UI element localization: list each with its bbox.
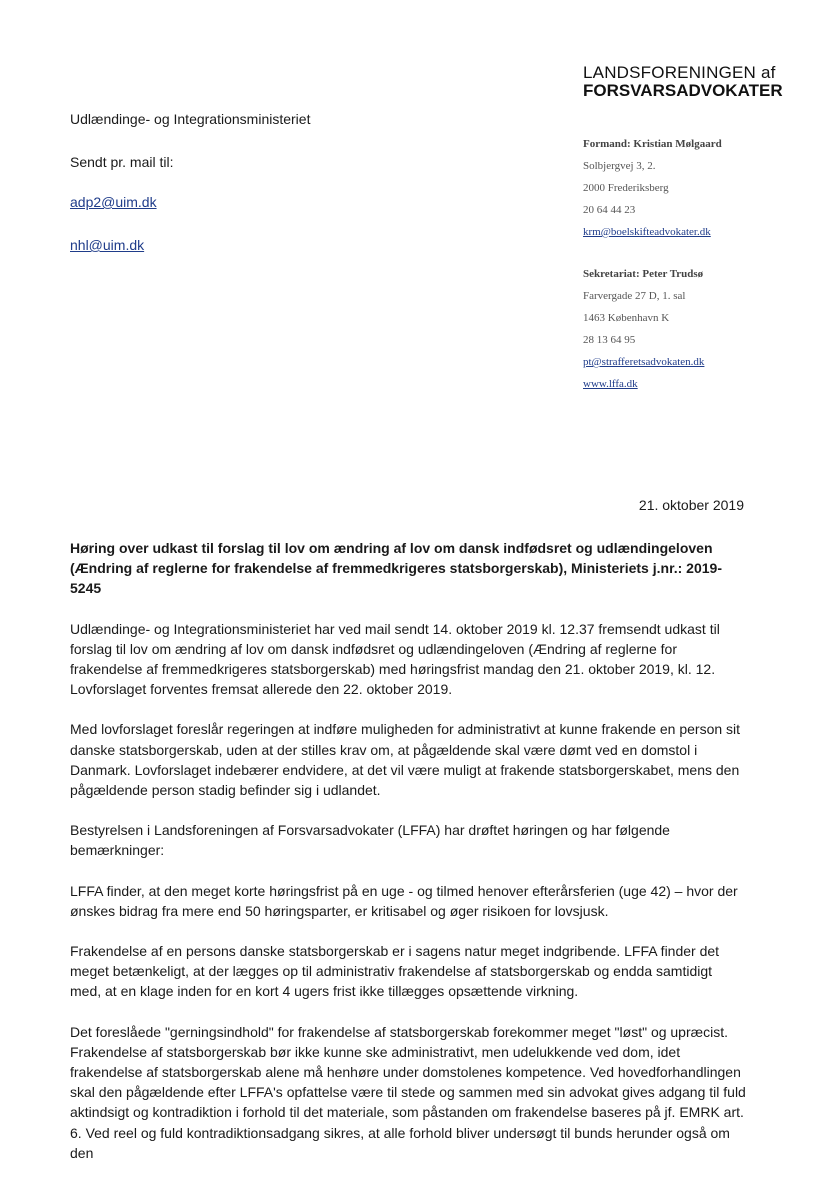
paragraph-1: Udlændinge- og Integrationsministeriet har ved mail sendt 14. oktober 2019 kl. 12.37 fremsendt udkast til forslag til lov om ændring af lov om dansk indfødsret og udlændingeloven (Ændring af reglerne for frakendelse af fremmedkrigeres statsborgerskab) med høringsfrist mandag den 21. oktober 2019, kl. 12. Lovforslaget forventes fremsat allerede den 22. oktober 2019. — [70, 620, 720, 698]
secretariat-street: Farvergade 27 D, 1. sal — [583, 290, 686, 302]
chair-email-link[interactable]: krm@boelskifteadvokater.dk — [583, 226, 711, 238]
logo-line-1: LANDSFORENINGEN af — [583, 63, 776, 82]
letter-body — [70, 538, 746, 1183]
chair-contact — [583, 133, 783, 243]
paragraph-6: Det foreslåede "gerningsindhold" for frakendelse af statsborgerskab forekommer meget "løst" og upræcist. Frakendelse af statsborgerskab bør ikke kunne ske administrativt, men udelukkende ved dom, idet frakendelse af statsborgerskab alene må henhøre under domstolenes kompetence. Ved hovedforhandlingen skal den pågældende efter LFFA's opfattelse være til stede og sammen med sin advokat gives adgang til fuld aktindsigt og kontradiktion i forhold til det materiale, som påstanden om frakendelse baseres på jf. EMRK art. 6. Ved reel og fuld kontradiktionsadgang sikres, at alle forhold bliver undersøgt til bunds herunder også om den — [70, 1023, 746, 1161]
sent-label: Sendt pr. mail til: — [70, 154, 174, 170]
secretariat-email-link[interactable]: pt@strafferetsadvokaten.dk — [583, 356, 705, 368]
logo-line-2: FORSVARSADVOKATER — [583, 81, 783, 100]
paragraph-4: LFFA finder, at den meget korte høringsfrist på en uge - og tilmed henover efterårsferien (uge 42) – hvor der ønskes bidrag fra mere end 50 høringsparter, er kritisabel og øger risikoen for lovsjusk. — [70, 882, 738, 919]
letter-title: Høring over udkast til forslag til lov om ændring af lov om dansk indfødsret og udlændingeloven (Ændring af reglerne for frakendelse af fremmedkrigeres statsborgerskab), Ministeriets j.nr.: 2019-5245 — [70, 540, 722, 597]
secretariat-heading: Sekretariat: Peter Trudsø — [583, 268, 704, 280]
recipient-ministry: Udlændinge- og Integrationsministeriet — [70, 111, 311, 127]
website-link[interactable]: www.lffa.dk — [583, 378, 638, 390]
paragraph-2: Med lovforslaget foreslår regeringen at indføre muligheden for administrativt at kunne frakende en person sit danske statsborgerskab, uden at der stilles krav om, at pågældende skal være dømt ved en domstol i Danmark. Lovforslaget indebærer endvidere, at det vil være muligt at frakende statsborgerskabet, mens den pågældende person stadig befinder sig i udlandet. — [70, 721, 741, 799]
chair-heading: Formand: Kristian Mølgaard — [583, 138, 722, 150]
secretariat-city: 1463 København K — [583, 312, 670, 324]
paragraph-5: Frakendelse af en persons danske statsborgerskab er i sagens natur meget indgribende. LFFA finder det meget betænkeligt, at der lægges op til administrativ frakendelse af statsborgerskab og endda samtidigt med, at en klage inden for en kort 4 ugers frist ikke tillægges opsættende virkning. — [70, 943, 720, 1000]
chair-city: 2000 Frederiksberg — [583, 182, 669, 194]
recipient-email-2[interactable]: nhl@uim.dk — [70, 237, 145, 253]
paragraph-3: Bestyrelsen i Landsforeningen af Forsvarsadvokater (LFFA) har drøftet høringen og har følgende bemærkninger: — [70, 822, 670, 859]
chair-phone: 20 64 44 23 — [583, 204, 636, 216]
secretariat-phone: 28 13 64 95 — [583, 334, 636, 346]
logo — [583, 64, 803, 100]
chair-street: Solbjergvej 3, 2. — [583, 160, 656, 172]
recipient-email-1[interactable]: adp2@uim.dk — [70, 194, 157, 210]
secretariat-contact — [583, 263, 783, 395]
letter-date: 21. oktober 2019 — [638, 497, 744, 513]
